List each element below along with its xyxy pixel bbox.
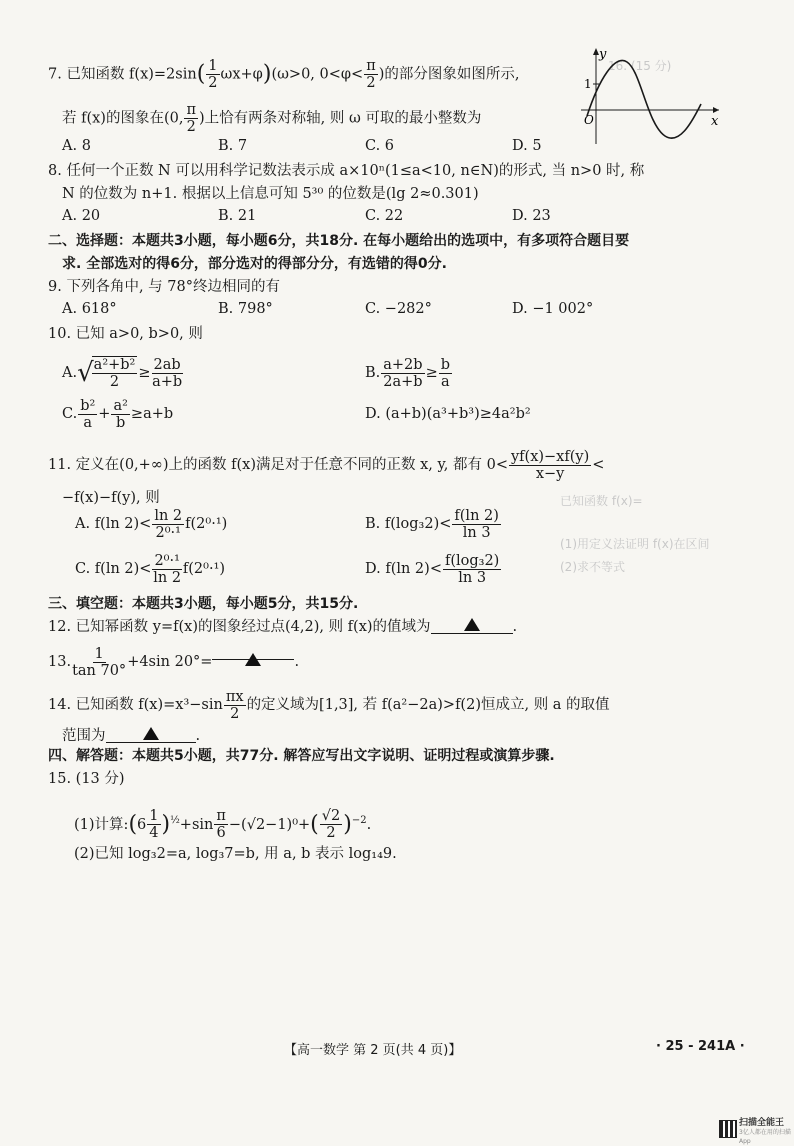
- q10-option-c: C. $\frac{\text{b²}}{a}$ + $\frac{\text{a²}}{b}$ ≥a+b: [62, 397, 174, 431]
- tick-label: 1: [584, 77, 592, 91]
- q11-option-d: D. f(ln 2)< $\frac{\text{f(log₃2)}}{\ln 3}$: [365, 552, 500, 586]
- sine-curve: [587, 61, 701, 139]
- q8-option-c: C. 22: [365, 208, 404, 224]
- q10-option-d: D. (a+b)(a³+b³)≥4a²b²: [365, 406, 531, 422]
- q11-option-a: A. f(ln 2)< $\frac{\ln 2}{\text{2⁰·¹}}$ f(2⁰·¹): [75, 507, 228, 541]
- q8-option-a: A. 20: [62, 208, 101, 224]
- q11-stem-line2: −f(x)−f(y), 则: [62, 490, 160, 506]
- bleed-text: 16. (15 分): [608, 59, 672, 73]
- q11-option-c: C. f(ln 2)< $\frac{\text{2⁰·¹}}{\ln 2}$ f(2⁰·¹): [75, 552, 226, 586]
- triangle-marker-icon: [143, 727, 159, 740]
- q9-option-d: D. −1 002°: [512, 301, 594, 317]
- q7-option-b: B. 7: [218, 138, 248, 154]
- section-four-header: 四、解答题：本题共5小题，共77分. 解答应写出文字说明、证明过程或演算步骤.: [48, 748, 555, 764]
- q10-option-b: B. $\frac{a+2b}{2a+b}$ ≥ $\frac{b}{a}$: [365, 356, 451, 390]
- q13-answer-blank[interactable]: [212, 643, 294, 660]
- q9-stem: 9. 下列各角中, 与 78°终边相同的有: [48, 279, 280, 295]
- q8-option-d: D. 23: [512, 208, 551, 224]
- q15-header: 15. (13 分): [48, 771, 125, 787]
- section-two-header: 二、选择题：本题共3小题，每小题6分，共18分. 在每小题给出的选项中，有多项符合题目要: [48, 233, 630, 249]
- page-footer-code: · 25 - 241A ·: [656, 1039, 745, 1054]
- origin-label: O: [584, 113, 594, 127]
- q14-stem-line2: 范围为 .: [62, 728, 201, 744]
- q9-option-c: C. −282°: [365, 301, 432, 317]
- triangle-marker-icon: [464, 618, 480, 631]
- q8-option-b: B. 21: [218, 208, 257, 224]
- q8-stem-line1: 8. 任何一个正数 N 可以用科学记数法表示成 a×10ⁿ(1≤a<10, n∈N)的形式, 当 n>0 时, 称: [48, 163, 645, 179]
- qr-code-icon: [719, 1120, 737, 1138]
- q7-fraction: $\frac{1}{2}$: [208, 58, 218, 91]
- bleed-text: (1)用定义法证明 f(x)在区间: [560, 537, 710, 551]
- q15-part1: (1)计算:(6 $\frac{1}{4}$ )$^{\frac{1}{2}}$+sin $\frac{\pi}{6}$ −(√2−1)⁰+( $\frac{√2}{2}$ )$^{-2}$.: [74, 808, 372, 842]
- q7-stem-line1: 7. 已知函数 f(x)=2sin( $\frac{1}{2}$ ωx+φ)(ω>0, 0<φ< $\frac{\pi}{2}$ )的部分图象如图所示,: [48, 58, 520, 91]
- q7-stem-line2: 若 f(x)的图象在(0, $\frac{\pi}{2}$ )上恰有两条对称轴, 则 ω 可取的最小整数为: [62, 102, 482, 135]
- q11-stem-line1: 11. 定义在(0,+∞)上的函数 f(x)满足对于任意不同的正数 x, y, 都有 0< $\frac{yf(x)-xf(y)}{x-y}$ <: [48, 448, 605, 482]
- q9-option-a: A. 618°: [62, 301, 117, 317]
- x-label: x: [711, 114, 719, 129]
- q8-stem-line2: N 的位数为 n+1. 根据以上信息可知 5³⁰ 的位数是(lg 2≈0.301): [62, 186, 479, 202]
- page-footer-center: 【高一数学 第 2 页(共 4 页)】: [284, 1043, 462, 1058]
- q12-answer-blank[interactable]: [431, 617, 513, 634]
- q14-answer-blank[interactable]: [106, 726, 196, 743]
- q13-stem: 13. $\frac{1}{\tan 70^\circ}$ +4sin 20°= .: [48, 643, 299, 681]
- bleed-text: 已知函数 f(x)=: [560, 494, 643, 508]
- section-two-header-cont: 求. 全部选对的得6分，部分选对的得部分分，有选错的得0分.: [62, 256, 447, 272]
- triangle-marker-icon: [245, 653, 261, 666]
- q7-option-c: C. 6: [365, 138, 395, 154]
- q10-option-a: A.√ $\frac{\text{a²+b²}}{2}$ ≥ $\frac{2ab}{a+b}$: [62, 356, 183, 390]
- q7-sine-graph: [575, 44, 725, 150]
- y-label: y: [599, 47, 607, 62]
- q10-stem: 10. 已知 a>0, b>0, 则: [48, 326, 203, 342]
- x-axis-arrow: [713, 107, 719, 113]
- q14-stem-line1: 14. 已知函数 f(x)=x³−sin $\frac{\pi x}{2}$ 的定义域为[1,3], 若 f(a²−2a)>f(2)恒成立, 则 a 的取值: [48, 688, 610, 722]
- q7-option-a: A. 8: [62, 138, 91, 154]
- bleed-text: (2)求不等式: [560, 560, 625, 574]
- q11-option-b: B. f(log₃2)< $\frac{f(\ln 2)}{\ln 3}$: [365, 507, 499, 541]
- q7-option-d: D. 5: [512, 138, 542, 154]
- q9-option-b: B. 798°: [218, 301, 273, 317]
- q15-part2: (2)已知 log₃2=a, log₃7=b, 用 a, b 表示 log₁₄9.: [74, 846, 397, 862]
- q12-stem: 12. 已知幂函数 y=f(x)的图象经过点(4,2), 则 f(x)的值域为 .: [48, 619, 518, 635]
- scanner-watermark: 扫描全能王 3亿人都在用的扫描App: [739, 1118, 791, 1145]
- section-three-header: 三、填空题：本题共3小题，每小题5分，共15分.: [48, 596, 359, 612]
